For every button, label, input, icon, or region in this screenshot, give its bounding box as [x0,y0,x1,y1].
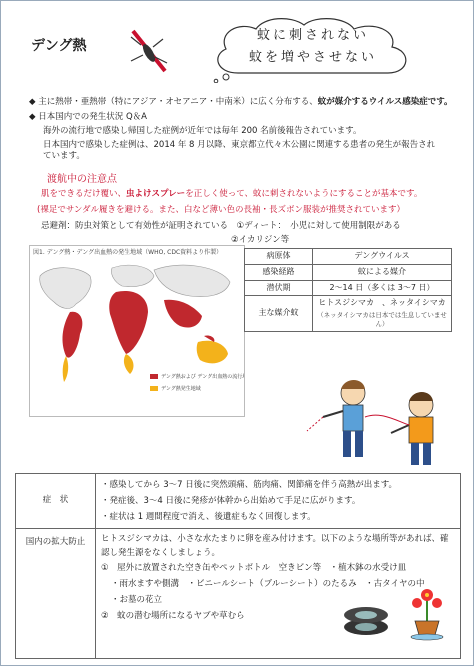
page-title: デング熱 [31,38,87,54]
row-label: 病原体 [245,249,313,265]
prevention-item: ② 蚊の潜む場所になるヤブや草むら [101,611,245,621]
qa-line-2: 日本国内で感染した症例は、2014 年 8 月以降、東京都立代々木公園に関連する患者の発生が報告されています。 [43,140,436,162]
row-value: 蚊による媒介 [313,264,452,280]
no-mosquito-icon [127,25,171,77]
cloud-message: 蚊に刺されない 蚊を増やさせない [248,28,377,65]
caution-line-1: 肌をできるだけ覆い、虫よけスプレーを正しく使って、蚊に刺されないようにすることが基本です。 [41,189,423,199]
symptoms-prevention-table [15,473,461,659]
prevention-item: ・雨水ますや側溝 ・ビニールシート（ブルーシート）のたるみ ・古タイヤの中 [111,579,425,589]
svg-text:デング熱および デング出血熱の流行地域: デング熱および デング出血熱の流行地域 [161,374,244,380]
disease-info-table [244,248,452,332]
table-row [245,280,452,296]
row-label: 感染経路 [245,264,313,280]
table-row [245,249,452,265]
table-row [245,264,452,280]
map-caption: 図1. デング熱・デング出血熱の発生地域（WHO, CDC資料より作製） [33,249,223,256]
dengue-map [29,245,245,417]
row-label: 潜伏期 [245,280,313,296]
qa-line-1: 海外の流行地で感染し帰国した症例が近年では毎年 200 名前後報告されています。 [43,126,362,136]
svg-text:デング熱発生地域: デング熱発生地域 [161,386,201,392]
qa-title: ◆ 日本国内での発生状況 Q＆A [29,112,147,122]
caution-heading: 渡航中の注意点 [47,174,117,185]
symptom-item: ・発症後、3～4 日後に発疹が体幹から出始めて手足に広がります。 [101,496,361,506]
row-value: 2～14 日（多くは 3～7 日） [313,280,452,296]
symptom-item: ・感染してから 3～7 日後に突然頭痛、筋肉痛、関節痛を伴う高熱が出ます。 [101,480,398,490]
symptoms-label: 症 状 [16,474,96,529]
prevention-intro: ヒトスジシマカは、小さな水たまりに卵を産み付けます。以下のような場所等があれば、確認し発生源をなくしましょう。 [101,534,449,558]
prevention-item: ① 屋外に放置された空き缶やペットボトル 空きビン等 ・植木鉢の水受け皿 [101,563,407,573]
flower-pot-illustration [405,581,449,641]
prevention-item: ・お墓の花立 [111,595,163,605]
table-row [245,296,452,331]
prevention-row [16,529,461,659]
children-with-spray-illustration [301,371,461,471]
row-value: デングウイルス [313,249,452,265]
tires-illustration [341,601,391,637]
symptoms-row [16,474,461,529]
intro-line: ◆ 主に熱帯・亜熱帯（特にアジア・オセアニア・中南米）に広く分布する、蚊が媒介するウイルス感染症です。 [29,97,453,107]
row-value: ヒトスジシマカ 、ネッタイシマカ （ネッタイシマカは日本では生息していません） [313,296,452,331]
vector-note: （ネッタイシマカは日本では生息していません） [317,311,447,328]
row-label: 主な媒介蚊 [245,296,313,331]
symptoms-content [96,474,461,529]
caution-line-3: 忌避剤：防虫対策として有効性が証明されている ①ディート： 小児に対して使用制限がある [41,221,401,231]
caution-line-2: (裸足でサンダル履きを避ける。また、白など薄い色の長袖・長ズボン服装が推奨されています） [37,205,406,215]
prevention-label: 国内の拡大防止 [16,529,96,659]
caution-line-4: ②イカリジン等 [231,235,290,245]
symptom-item: ・症状は 1 週間程度で消え、後遺症もなく回復します。 [101,512,316,522]
